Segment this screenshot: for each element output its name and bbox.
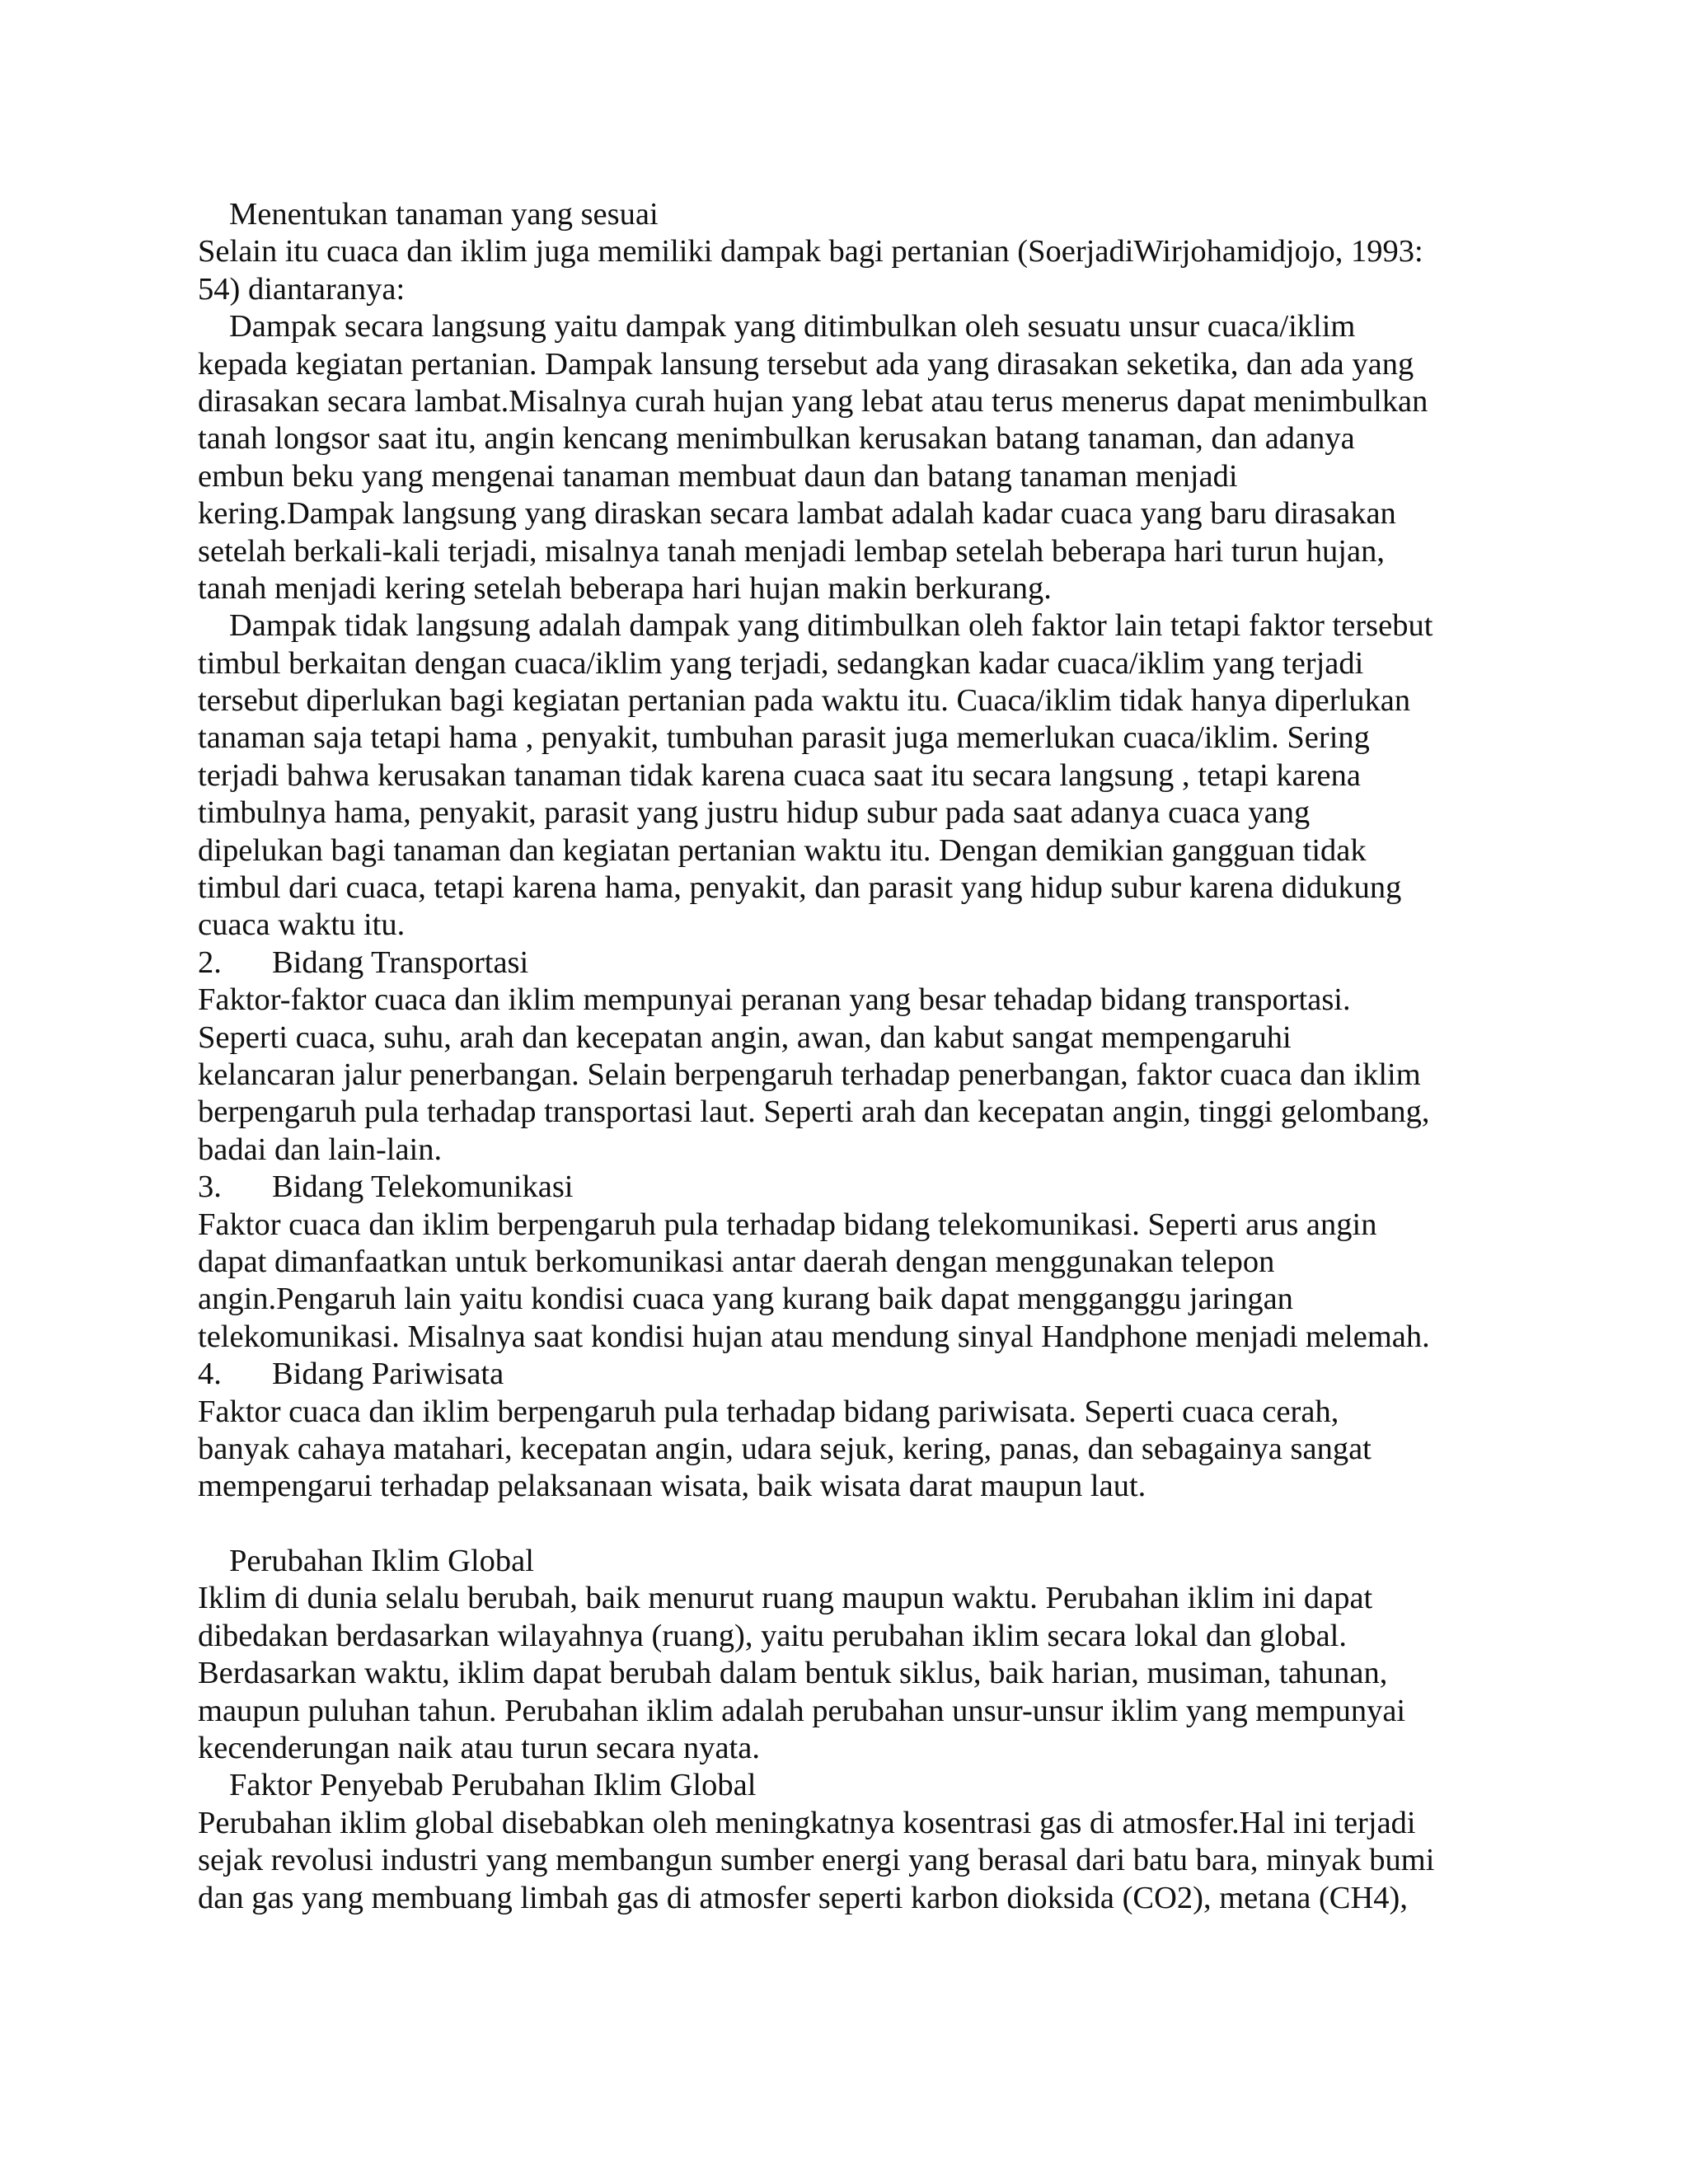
text-line: Berdasarkan waktu, iklim dapat berubah dalam bentuk siklus, baik harian, musiman, tahunan, <box>198 1656 1388 1691</box>
list-number: 4. <box>198 1357 222 1392</box>
text-line: sejak revolusi industri yang membangun sumber energi yang berasal dari batu bara, minyak bumi <box>198 1843 1435 1878</box>
text-line: kepada kegiatan pertanian. Dampak lansung tersebut ada yang dirasakan seketika, dan ada yang <box>198 346 1414 382</box>
text-line: 54) diantaranya: <box>198 271 406 307</box>
text-line: tanah menjadi kering setelah beberapa hari hujan makin berkurang. <box>198 570 1052 606</box>
text-line: banyak cahaya matahari, kecepatan angin, udara sejuk, kering, panas, dan sebagainya sangat <box>198 1431 1372 1466</box>
numbered-heading <box>198 944 1492 982</box>
indented-line: Menentukan tanaman yang sesuai <box>229 197 659 232</box>
numbered-heading <box>198 1356 1492 1393</box>
text-line: mempengarui terhadap pelaksanaan wisata, baik wisata darat maupun laut. <box>198 1469 1146 1504</box>
text-line: kering.Dampak langsung yang diraskan secara lambat adalah kadar cuaca yang baru dirasakan <box>198 496 1396 532</box>
text-line: kecenderungan naik atau turun secara nyata. <box>198 1731 760 1766</box>
text-line: badai dan lain-lain. <box>198 1132 443 1167</box>
text-line: timbul berkaitan dengan cuaca/iklim yang terjadi, sedangkan kadar cuaca/iklim yang terjadi <box>198 645 1364 681</box>
text-line: tersebut diperlukan bagi kegiatan pertanian pada waktu itu. Cuaca/iklim tidak hanya diperlukan <box>198 683 1411 719</box>
text-line: embun beku yang mengenai tanaman membuat daun dan batang tanaman menjadi <box>198 458 1238 494</box>
text-line: Iklim di dunia selalu berubah, baik menurut ruang maupun waktu. Perubahan iklim ini dapat <box>198 1581 1373 1616</box>
text-line: cuaca waktu itu. <box>198 907 406 943</box>
indented-line: Dampak secara langsung yaitu dampak yang ditimbulkan oleh sesuatu unsur cuaca/iklim <box>229 309 1356 344</box>
indented-line: Dampak tidak langsung adalah dampak yang ditimbulkan oleh faktor lain tetapi faktor tersebut <box>229 608 1433 644</box>
text-line: Selain itu cuaca dan iklim juga memiliki dampak bagi pertanian (SoerjadiWirjohamidjojo, 1993: <box>198 234 1423 269</box>
text-line: terjadi bahwa kerusakan tanaman tidak karena cuaca saat itu secara langsung , tetapi karena <box>198 757 1361 793</box>
text-line: angin.Pengaruh lain yaitu kondisi cuaca yang kurang baik dapat mengganggu jaringan <box>198 1282 1293 1317</box>
list-number: 3. <box>198 1169 222 1205</box>
indented-line: Faktor Penyebab Perubahan Iklim Global <box>229 1768 757 1803</box>
heading-text: Bidang Transportasi <box>272 944 529 980</box>
text-line: dan gas yang membuang limbah gas di atmosfer seperti karbon dioksida (CO2), metana (CH4), <box>198 1880 1408 1915</box>
text-line: maupun puluhan tahun. Perubahan iklim adalah perubahan unsur-unsur iklim yang mempunyai <box>198 1693 1406 1728</box>
text-line: Perubahan iklim global disebabkan oleh meningkatnya kosentrasi gas di atmosfer.Hal ini terjadi <box>198 1805 1416 1840</box>
text-line: setelah berkali-kali terjadi, misalnya tanah menjadi lembap setelah beberapa hari turun hujan, <box>198 533 1385 569</box>
list-number: 2. <box>198 944 222 980</box>
text-line: kelancaran jalur penerbangan. Selain berpengaruh terhadap penerbangan, faktor cuaca dan iklim <box>198 1057 1421 1092</box>
text-line: timbul dari cuaca, tetapi karena hama, penyakit, dan parasit yang hidup subur karena didukung <box>198 870 1402 906</box>
text-line: tanah longsor saat itu, angin kencang menimbulkan kerusakan batang tanaman, dan adanya <box>198 421 1355 457</box>
indented-line: Perubahan Iklim Global <box>229 1544 534 1579</box>
heading-text: Bidang Pariwisata <box>272 1357 504 1392</box>
text-line: dapat dimanfaatkan untuk berkomunikasi antar daerah dengan menggunakan telepon <box>198 1244 1275 1279</box>
text-line: Faktor cuaca dan iklim berpengaruh pula terhadap bidang pariwisata. Seperti cuaca cerah, <box>198 1394 1339 1429</box>
heading-text: Bidang Telekomunikasi <box>272 1169 574 1205</box>
text-line: dipelukan bagi tanaman dan kegiatan pertanian waktu itu. Dengan demikian gangguan tidak <box>198 832 1367 868</box>
text-line: Seperti cuaca, suhu, arah dan kecepatan angin, awan, dan kabut sangat mempengaruhi <box>198 1019 1292 1055</box>
text-line: Faktor-faktor cuaca dan iklim mempunyai peranan yang besar tehadap bidang transportasi. <box>198 982 1351 1018</box>
text-line: berpengaruh pula terhadap transportasi laut. Seperti arah dan kecepatan angin, tinggi gelombang, <box>198 1094 1430 1130</box>
text-line: telekomunikasi. Misalnya saat kondisi hujan atau mendung sinyal Handphone menjadi melemah. <box>198 1319 1430 1354</box>
blank-line <box>198 1506 1492 1543</box>
text-line: dibedakan berdasarkan wilayahnya (ruang), yaitu perubahan iklim secara lokal dan global. <box>198 1618 1348 1653</box>
text-line: dirasakan secara lambat.Misalnya curah hujan yang lebat atau terus menerus dapat menimbulkan <box>198 383 1428 419</box>
text-line: Faktor cuaca dan iklim berpengaruh pula terhadap bidang telekomunikasi. Seperti arus angin <box>198 1207 1377 1242</box>
text-line: tanaman saja tetapi hama , penyakit, tumbuhan parasit juga memerlukan cuaca/iklim. Sering <box>198 720 1370 756</box>
text-line: timbulnya hama, penyakit, parasit yang justru hidup subur pada saat adanya cuaca yang <box>198 795 1311 831</box>
numbered-heading <box>198 1169 1492 1206</box>
document-page <box>198 196 1492 1917</box>
